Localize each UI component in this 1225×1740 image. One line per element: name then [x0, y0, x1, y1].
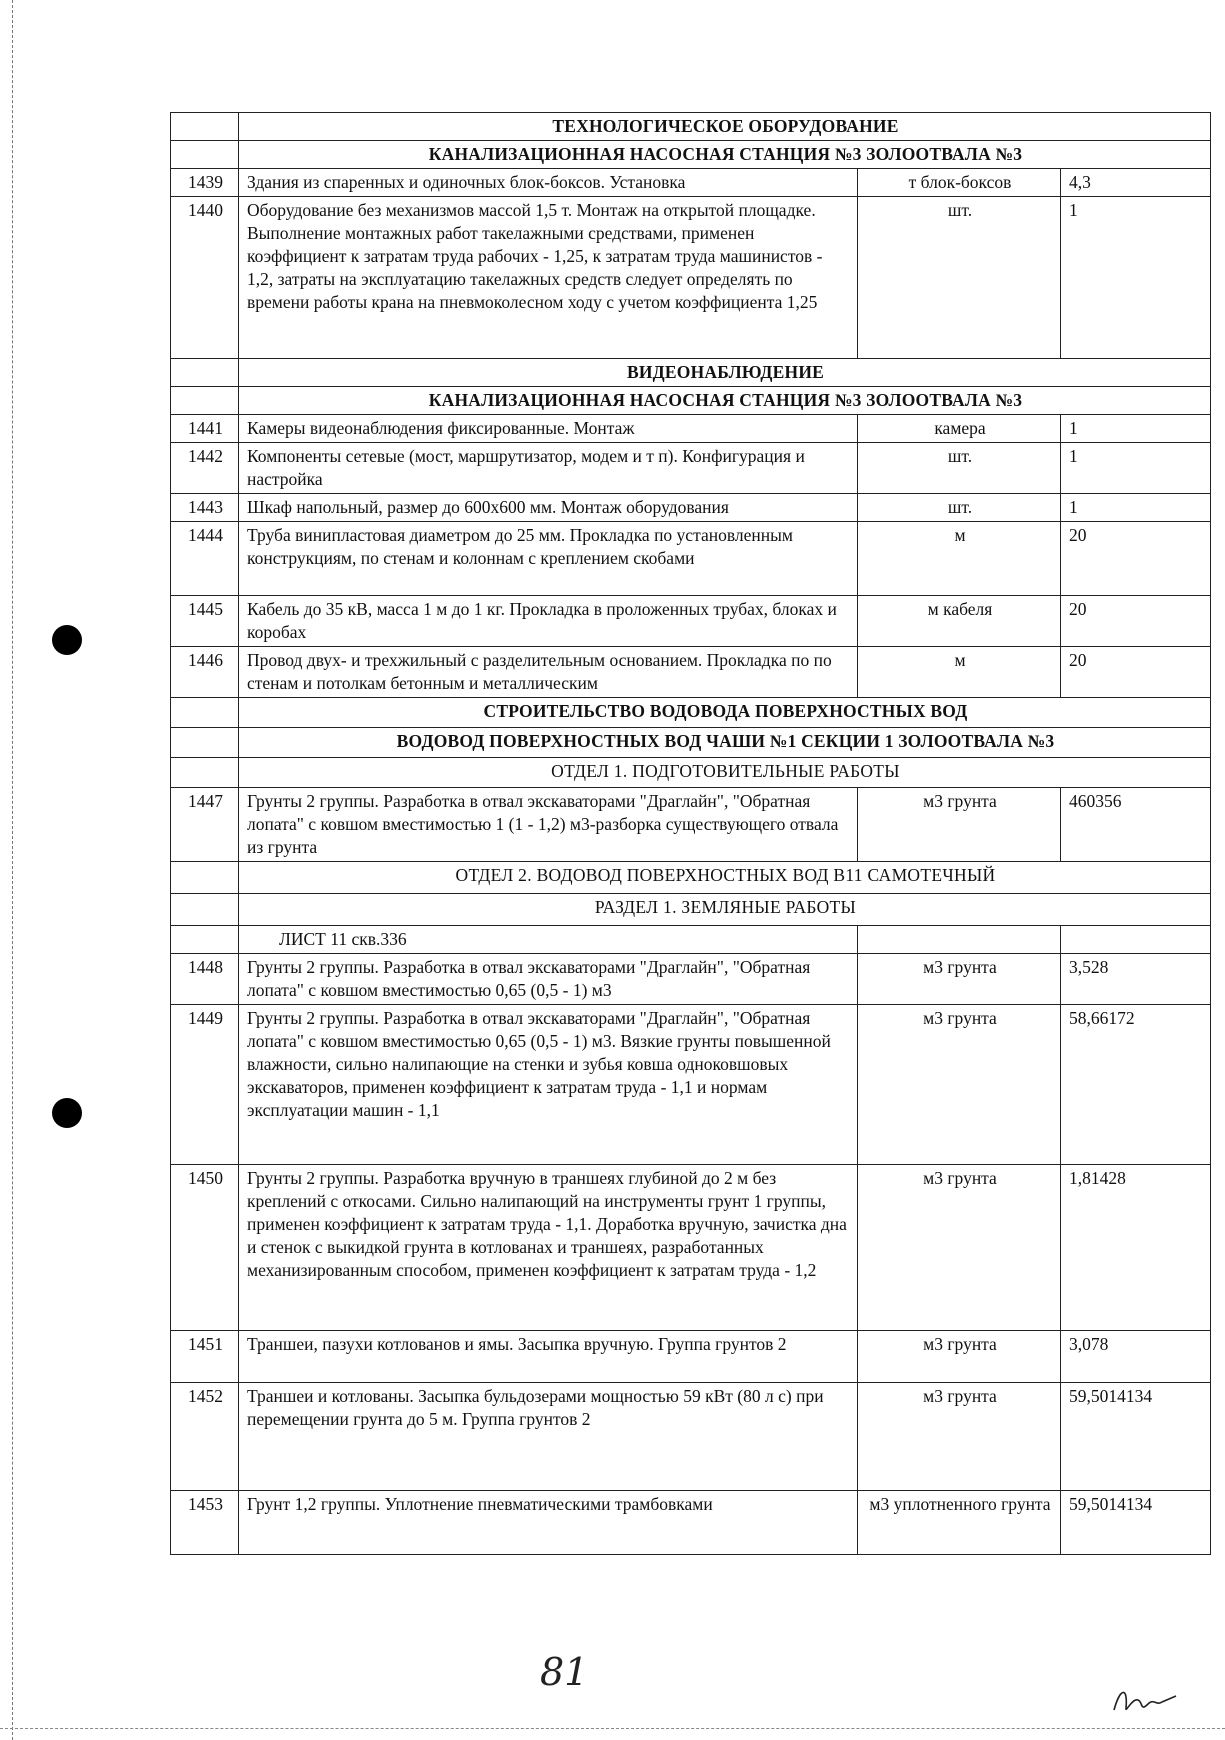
row-description: Оборудование без механизмов массой 1,5 т. Монтаж на открытой площадке. Выполнение монтажных работ такелажными средствами, применен коэффициент к затратам труда рабочих - 1,25, к затратам труда машинистов - 1,2, затраты на эксплуатацию такелажных средств следует определять по времени работы крана на пневмоколесном ходу с учетом коэффициента 1,25	[239, 197, 858, 359]
row-unit: м3 грунта	[858, 954, 1061, 1005]
table-row	[171, 788, 1211, 862]
table-row	[171, 1383, 1211, 1491]
table-row	[171, 415, 1211, 443]
row-number: 1439	[171, 169, 239, 197]
punch-hole-upper	[52, 625, 82, 655]
row-unit: м	[858, 522, 1061, 596]
row-number: 1445	[171, 596, 239, 647]
row-number: 1451	[171, 1331, 239, 1383]
row-unit: м3 грунта	[858, 788, 1061, 862]
table-row	[171, 954, 1211, 1005]
table-row	[171, 169, 1211, 197]
row-unit: шт.	[858, 494, 1061, 522]
row-description: Траншеи, пазухи котлованов и ямы. Засыпка вручную. Группа грунтов 2	[239, 1331, 858, 1383]
row-unit: м3 уплотненного грунта	[858, 1491, 1061, 1555]
row-quantity: 1	[1061, 443, 1211, 494]
estimate-table	[170, 112, 1211, 1555]
table-row	[171, 443, 1211, 494]
row-number: 1448	[171, 954, 239, 1005]
table-row	[171, 522, 1211, 596]
row-number: 1453	[171, 1491, 239, 1555]
row-quantity: 20	[1061, 522, 1211, 596]
table-row	[171, 1005, 1211, 1165]
row-description: Грунты 2 группы. Разработка вручную в траншеях глубиной до 2 м без креплений с откосами. Сильно налипающий на инструменты грунт 1 группы, применен коэффициент к затратам труда - 1,1. Доработка вручную, зачистка дна и стенок с выкидкой грунта в котлованах и траншеях, разработанных механизированным способом, применен коэффициент к затратам труда - 1,2	[239, 1165, 858, 1331]
row-description: Провод двух- и трехжильный с разделительным основанием. Прокладка по по стенам и потолкам бетонным и металлическим	[239, 647, 858, 698]
row-description: Здания из спаренных и одиночных блок-боксов. Установка	[239, 169, 858, 197]
row-number: 1450	[171, 1165, 239, 1331]
row-unit: м3 грунта	[858, 1005, 1061, 1165]
punch-hole-lower	[52, 1098, 82, 1128]
row-number: 1443	[171, 494, 239, 522]
row-description: Компоненты сетевые (мост, маршрутизатор, модем и т п). Конфигурация и настройка	[239, 443, 858, 494]
row-unit: м кабеля	[858, 596, 1061, 647]
row-number: 1441	[171, 415, 239, 443]
section-heading: ТЕХНОЛОГИЧЕСКОЕ ОБОРУДОВАНИЕ	[239, 113, 1211, 141]
row-unit: м3 грунта	[858, 1165, 1061, 1331]
row-unit: м3 грунта	[858, 1331, 1061, 1383]
row-number: 1446	[171, 647, 239, 698]
row-description: Грунты 2 группы. Разработка в отвал экскаваторами "Драглайн", "Обратная лопата" с ковшом вместимостью 0,65 (0,5 - 1) м3. Вязкие грунты повышенной влажности, сильно налипающие на стенки и зубья ковша одноковшовых экскаваторов, применен коэффициент к затратам труда - 1,1 и нормам эксплуатации машин - 1,1	[239, 1005, 858, 1165]
row-number: 1447	[171, 788, 239, 862]
row-quantity: 460356	[1061, 788, 1211, 862]
row-unit: шт.	[858, 443, 1061, 494]
section-heading: ВИДЕОНАБЛЮДЕНИЕ	[239, 359, 1211, 387]
sheet-label: ЛИСТ 11 скв.336	[239, 926, 858, 954]
table-row	[171, 197, 1211, 359]
row-quantity: 3,078	[1061, 1331, 1211, 1383]
row-quantity: 59,5014134	[1061, 1383, 1211, 1491]
row-unit: м	[858, 647, 1061, 698]
scan-edge-bottom	[0, 1728, 1225, 1729]
row-number: 1449	[171, 1005, 239, 1165]
row-unit: шт.	[858, 197, 1061, 359]
row-unit: камера	[858, 415, 1061, 443]
row-quantity: 59,5014134	[1061, 1491, 1211, 1555]
row-quantity: 1,81428	[1061, 1165, 1211, 1331]
table-row	[171, 647, 1211, 698]
section-heading: СТРОИТЕЛЬСТВО ВОДОВОДА ПОВЕРХНОСТНЫХ ВОД	[239, 698, 1211, 728]
department-heading: ОТДЕЛ 1. ПОДГОТОВИТЕЛЬНЫЕ РАБОТЫ	[239, 758, 1211, 788]
table-row	[171, 1491, 1211, 1555]
section-heading: КАНАЛИЗАЦИОННАЯ НАСОСНАЯ СТАНЦИЯ №3 ЗОЛООТВАЛА №3	[239, 141, 1211, 169]
signature-scribble	[1110, 1678, 1180, 1718]
row-number: 1440	[171, 197, 239, 359]
row-description: Кабель до 35 кВ, масса 1 м до 1 кг. Прокладка в проложенных трубах, блоках и коробах	[239, 596, 858, 647]
row-quantity: 1	[1061, 494, 1211, 522]
table-row	[171, 596, 1211, 647]
row-description: Грунты 2 группы. Разработка в отвал экскаваторами "Драглайн", "Обратная лопата" с ковшом вместимостью 1 (1 - 1,2) м3-разборка существующего отвала из грунта	[239, 788, 858, 862]
department-heading: ОТДЕЛ 2. ВОДОВОД ПОВЕРХНОСТНЫХ ВОД В11 САМОТЕЧНЫЙ	[239, 862, 1211, 894]
row-number: 1452	[171, 1383, 239, 1491]
row-quantity: 4,3	[1061, 169, 1211, 197]
table-row	[171, 1165, 1211, 1331]
table-row	[171, 1331, 1211, 1383]
row-number: 1444	[171, 522, 239, 596]
row-description: Труба винипластовая диаметром до 25 мм. Прокладка по установленным конструкциям, по стенам и колоннам с креплением скобами	[239, 522, 858, 596]
row-quantity: 58,66172	[1061, 1005, 1211, 1165]
row-quantity: 20	[1061, 596, 1211, 647]
section-subheading: РАЗДЕЛ 1. ЗЕМЛЯНЫЕ РАБОТЫ	[239, 894, 1211, 926]
page-number: 81	[540, 1650, 589, 1694]
row-description: Траншеи и котлованы. Засыпка бульдозерами мощностью 59 кВт (80 л с) при перемещении грунта до 5 м. Группа грунтов 2	[239, 1383, 858, 1491]
row-unit: т блок-боксов	[858, 169, 1061, 197]
row-quantity: 1	[1061, 197, 1211, 359]
scan-edge-left	[12, 0, 13, 1740]
row-quantity: 20	[1061, 647, 1211, 698]
table-row	[171, 494, 1211, 522]
section-heading: ВОДОВОД ПОВЕРХНОСТНЫХ ВОД ЧАШИ №1 СЕКЦИИ 1 ЗОЛООТВАЛА №3	[239, 728, 1211, 758]
row-unit: м3 грунта	[858, 1383, 1061, 1491]
row-description: Камеры видеонаблюдения фиксированные. Монтаж	[239, 415, 858, 443]
row-number: 1442	[171, 443, 239, 494]
row-description: Грунты 2 группы. Разработка в отвал экскаваторами "Драглайн", "Обратная лопата" с ковшом вместимостью 0,65 (0,5 - 1) м3	[239, 954, 858, 1005]
row-description: Шкаф напольный, размер до 600х600 мм. Монтаж оборудования	[239, 494, 858, 522]
row-quantity: 3,528	[1061, 954, 1211, 1005]
row-description: Грунт 1,2 группы. Уплотнение пневматическими трамбовками	[239, 1491, 858, 1555]
row-quantity: 1	[1061, 415, 1211, 443]
section-heading: КАНАЛИЗАЦИОННАЯ НАСОСНАЯ СТАНЦИЯ №3 ЗОЛООТВАЛА №3	[239, 387, 1211, 415]
